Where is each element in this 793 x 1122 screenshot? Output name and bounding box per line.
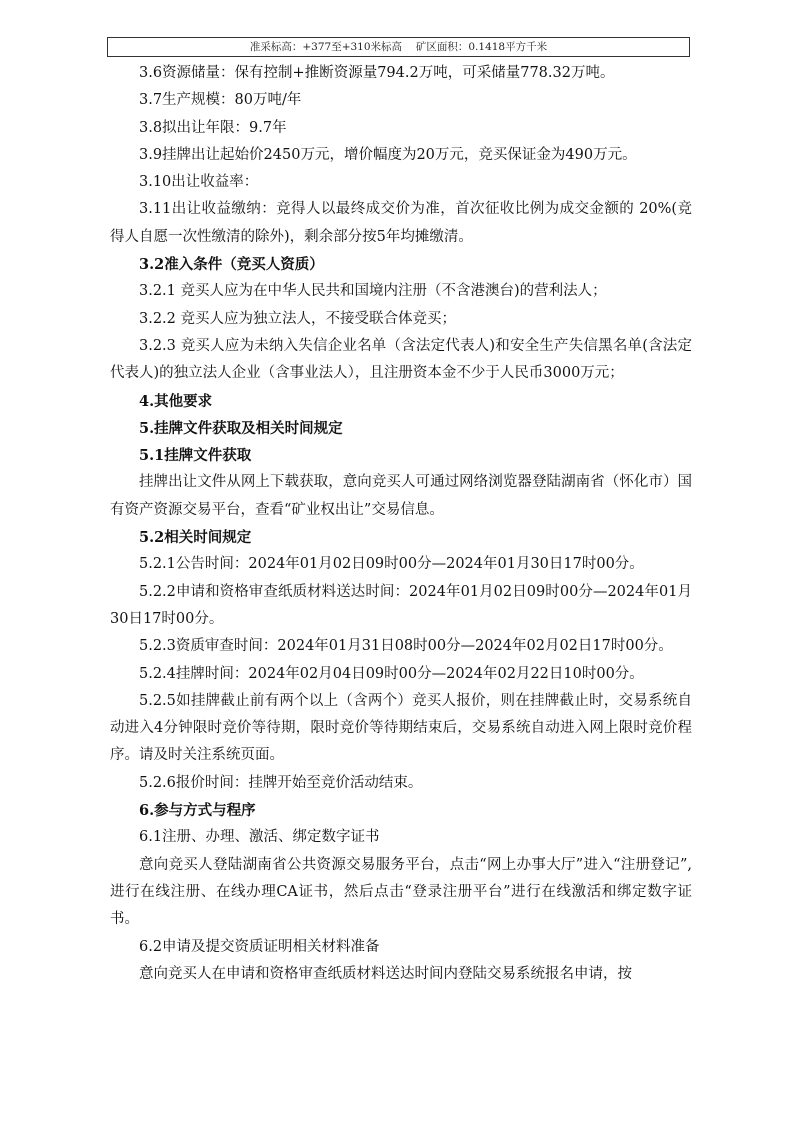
heading-5: 5.挂牌文件获取及相关时间规定 [139, 419, 343, 437]
heading-6: 6.参与方式与程序 [139, 802, 256, 820]
para-5-2-1: 5.2.1公告时间：2024年01月02日09时00分—2024年01月30日17时00分。 [139, 556, 644, 573]
para-5-2-3: 5.2.3资质审查时间：2024年01月31日08时00分—2024年02月02日17时00分。 [139, 638, 673, 655]
para-3-6: 3.6资源储量：保有控制+推断资源量794.2万吨，可采储量778.32万吨。 [139, 65, 615, 81]
para-3-10: 3.10出让收益率： [139, 174, 259, 191]
para-6-2: 意向竞买人在申请和资格审查纸质材料送达时间内登陆交易系统报名申请，按 [139, 965, 632, 982]
para-5-2-6: 5.2.6报价时间：挂牌开始至竞价活动结束。 [139, 774, 423, 791]
para-3-7: 3.7生产规模：80万吨/年 [139, 92, 302, 109]
heading-5-2: 5.2相关时间规定 [139, 529, 252, 547]
para-5-2-5: 5.2.5如挂牌截止前有两个以上（含两个）竞买人报价，则在挂牌截止时，交易系统自动进入4分钟限时竞价等待期，限时竞价等待期结束后，交易系统自动进入网上限时竞价程序。请及时关注系统页面。 [110, 692, 692, 764]
heading-3-2: 3.2准入条件（竞买人资质） [139, 256, 324, 274]
para-3-9: 3.9挂牌出让起始价2450万元，增价幅度为20万元，竞买保证金为490万元。 [139, 146, 637, 163]
para-5-2-2: 5.2.2申请和资格审查纸质材料送达时间：2024年01月02日09时00分—2024年01月30日17时00分。 [110, 583, 692, 627]
para-6-2-title: 6.2申请及提交资质证明相关材料准备 [139, 938, 380, 955]
para-5-2-4: 5.2.4挂牌时间：2024年02月04日09时00分—2024年02月22日10时00分。 [139, 665, 644, 682]
para-5-1: 挂牌出让文件从网上下载获取，意向竞买人可通过网络浏览器登陆湖南省（怀化市）国有资产资源交易平台，查看“矿业权出让”交易信息。 [110, 474, 692, 518]
heading-5-1: 5.1挂牌文件获取 [139, 447, 252, 465]
para-3-2-3: 3.2.3 竞买人应为未纳入失信企业名单（含法定代表人)和安全生产失信黑名单(含法定代表人)的独立法人企业（含事业法人），且注册资本金不少于人民币3000万元； [110, 337, 692, 382]
para-3-2-1: 3.2.1 竞买人应为在中华人民共和国境内注册（不含港澳台)的营利法人； [139, 283, 607, 300]
document-body [110, 60, 692, 988]
para-6-1-title: 6.1注册、办理、激活、绑定数字证书 [139, 829, 380, 846]
para-3-8: 3.8拟出让年限：9.7年 [139, 119, 287, 136]
para-3-11: 3.11出让收益缴纳：竞得人以最终成交价为准，首次征收比例为成交金额的 20%(竞得人自愿一次性缴清的除外)，剩余部分按5年均摊缴清。 [110, 201, 692, 245]
para-6-1: 意向竞买人登陆湖南省公共资源交易服务平台，点击“网上办事大厅”进入“注册登记”,进行在线注册、在线办理CA证书，然后点击“登录注册平台”进行在线激活和绑定数字证书。 [110, 856, 692, 928]
heading-4: 4.其他要求 [139, 392, 213, 410]
page-header: 准采标高：+377至+310米标高 矿区面积：0.1418平方千米 [107, 37, 690, 57]
para-3-2-2: 3.2.2 竞买人应为独立法人，不接受联合体竞买； [139, 310, 457, 327]
